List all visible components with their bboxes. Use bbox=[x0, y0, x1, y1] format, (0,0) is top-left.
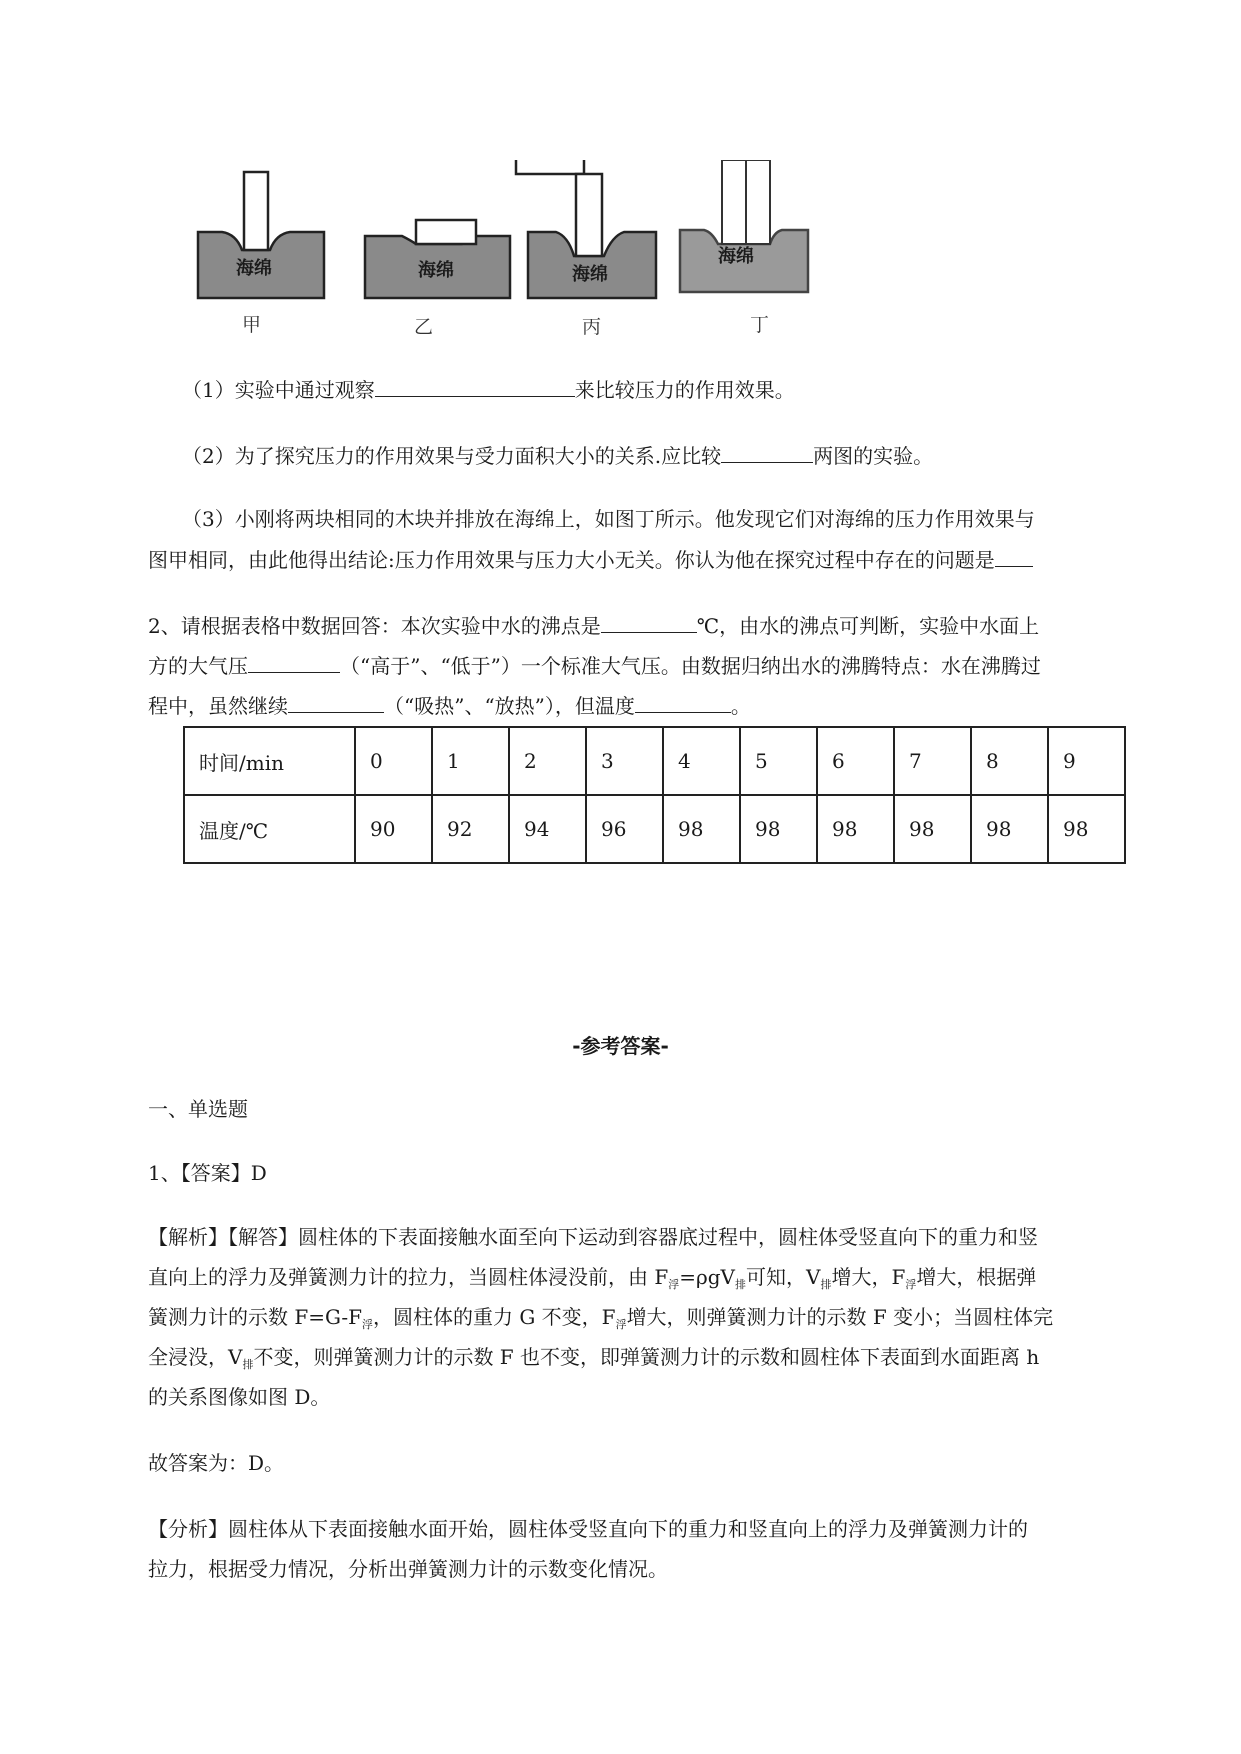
fenxi-line1: 【分析】圆柱体从下表面接触水面开始，圆柱体受竖直向下的重力和竖直向上的浮力及弹簧测力计的 bbox=[148, 1517, 1028, 1541]
sponge-bing bbox=[516, 160, 656, 298]
answer-blank-2[interactable] bbox=[721, 440, 813, 463]
table-cell: 6 bbox=[817, 727, 894, 795]
boil-question-line3: 程中，虽然继续 （“吸热”、“放热”），但温度 。 bbox=[148, 690, 751, 721]
boiling-data-table bbox=[183, 726, 1126, 864]
sponge-ding bbox=[680, 160, 808, 292]
section-heading: 一、单选题 bbox=[148, 1097, 248, 1121]
table-cell: 5 bbox=[740, 727, 817, 795]
figure-label-bing: 丙 bbox=[582, 316, 602, 338]
sponge-label-jia: 海绵 bbox=[236, 258, 272, 279]
boil-question-line1: 2、请根据表格中数据回答：本次实验中水的沸点是 ℃，由水的沸点可判断，实验中水面上 bbox=[148, 610, 1039, 641]
sponge-label-yi: 海绵 bbox=[418, 260, 454, 281]
question-3-line2: 图甲相同，由此他得出结论:压力作用效果与压力大小无关。你认为他在探究过程中存在的问题是 bbox=[148, 544, 1033, 575]
table-cell: 96 bbox=[586, 795, 663, 863]
table-cell: 4 bbox=[663, 727, 740, 795]
question-2: （2）为了探究压力的作用效果与受力面积大小的关系.应比较 两图的实验。 bbox=[182, 440, 933, 471]
table-cell: 98 bbox=[1048, 795, 1125, 863]
table-cell: 9 bbox=[1048, 727, 1125, 795]
table-cell: 2 bbox=[509, 727, 586, 795]
answer-blank-3[interactable] bbox=[995, 544, 1033, 567]
analysis-line4: 全浸没，$V_排$不变，则弹簧测力计的示数 F 也不变，即弹簧测力计的示数和圆柱体下表面到水面距离 h bbox=[148, 1345, 1040, 1371]
figure-label-jia: 甲 bbox=[242, 314, 262, 336]
answer-section-title: -参考答案- bbox=[572, 1034, 669, 1058]
analysis-line1: 【解析】【解答】圆柱体的下表面接触水面至向下运动到容器底过程中，圆柱体受竖直向下的重力和竖 bbox=[148, 1225, 1038, 1249]
table-cell: 94 bbox=[509, 795, 586, 863]
question-1: （1）实验中通过观察 来比较压力的作用效果。 bbox=[182, 374, 795, 405]
table-cell: 98 bbox=[740, 795, 817, 863]
answer-blank-1[interactable] bbox=[375, 374, 575, 397]
sponge-yi bbox=[365, 220, 510, 298]
sponge-label-bing: 海绵 bbox=[572, 264, 608, 285]
boil-blank-3[interactable] bbox=[288, 690, 384, 713]
figure-label-ding: 丁 bbox=[750, 314, 770, 336]
sponge-experiment-figure bbox=[180, 160, 900, 340]
table-header-time: 时间/min bbox=[184, 727, 355, 795]
table-cell: 7 bbox=[894, 727, 971, 795]
fenxi-line2: 拉力，根据受力情况，分析出弹簧测力计的示数变化情况。 bbox=[148, 1557, 668, 1581]
question-3-line1: （3）小刚将两块相同的木块并排放在海绵上，如图丁所示。他发现它们对海绵的压力作用效果与 bbox=[182, 507, 1035, 531]
analysis-line3: 簧测力计的示数 $F=G-F_浮$，圆柱体的重力 G 不变，$F_浮$增大，则弹簧测力计的示数 F 变小；当圆柱体完 bbox=[148, 1305, 1054, 1331]
analysis-line2: 直向上的浮力及弹簧测力计的拉力，当圆柱体浸没前，由 $F_浮=\rho gV_排$可知，$V_排$增大，$F_浮$增大，根据弹 bbox=[148, 1265, 1037, 1291]
boil-blank-4[interactable] bbox=[635, 690, 731, 713]
table-cell: 8 bbox=[971, 727, 1048, 795]
table-cell: 98 bbox=[817, 795, 894, 863]
table-cell: 3 bbox=[586, 727, 663, 795]
table-cell: 0 bbox=[355, 727, 432, 795]
boil-question-line2: 方的大气压 （“高于”、“低于”）一个标准大气压。由数据归纳出水的沸腾特点：水在沸腾过 bbox=[148, 650, 1041, 681]
answer-item-1: 1、【答案】D bbox=[148, 1161, 267, 1185]
conclusion-line: 故答案为：D。 bbox=[148, 1451, 285, 1475]
analysis-line5: 的关系图像如图 D。 bbox=[148, 1385, 331, 1409]
table-cell: 98 bbox=[894, 795, 971, 863]
figure-label-yi: 乙 bbox=[414, 316, 434, 338]
sponge-label-ding: 海绵 bbox=[718, 246, 754, 267]
table-cell: 98 bbox=[663, 795, 740, 863]
boil-blank-2[interactable] bbox=[248, 650, 340, 673]
boil-blank-1[interactable] bbox=[601, 610, 697, 633]
sponge-jia bbox=[198, 172, 324, 298]
table-cell: 98 bbox=[971, 795, 1048, 863]
table-row-time bbox=[184, 727, 1125, 795]
table-cell: 92 bbox=[432, 795, 509, 863]
table-header-temperature: 温度/℃ bbox=[184, 795, 355, 863]
table-cell: 90 bbox=[355, 795, 432, 863]
table-cell: 1 bbox=[432, 727, 509, 795]
table-row-temperature bbox=[184, 795, 1125, 863]
